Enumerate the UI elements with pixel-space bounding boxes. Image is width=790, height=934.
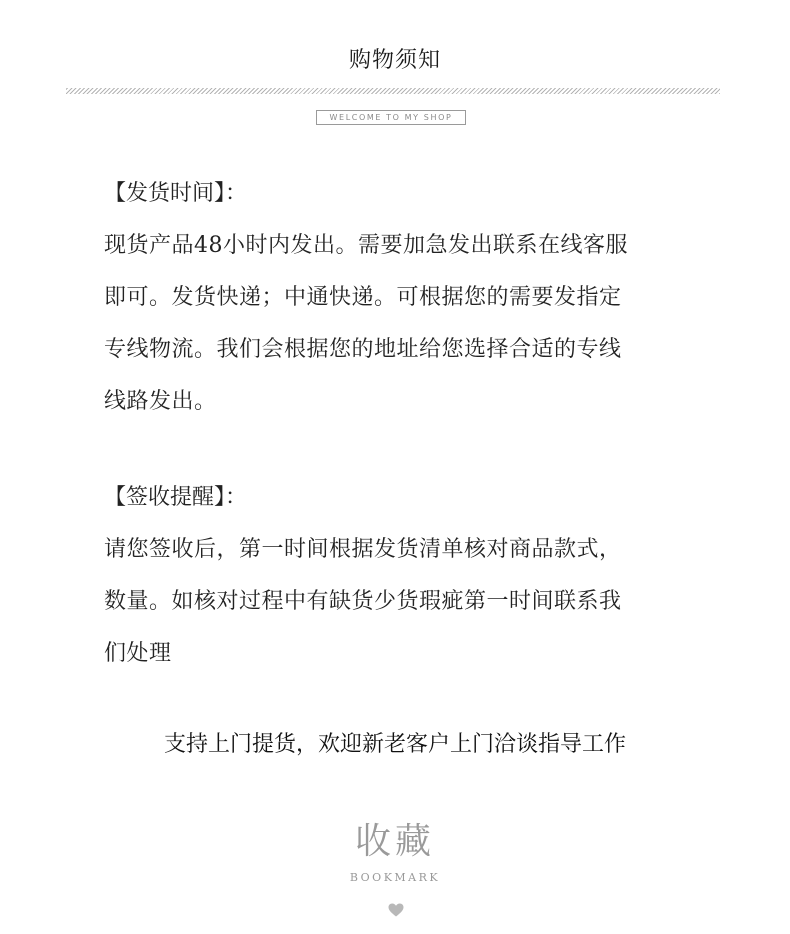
receipt-reminder-line: 数量。如核对过程中有缺货少货瑕疵第一时间联系我 <box>104 589 622 614</box>
shipping-time-body <box>104 220 704 428</box>
shipping-time-heading: 【发货时间】： <box>104 181 248 206</box>
receipt-reminder-heading: 【签收提醒】： <box>104 485 248 510</box>
shipping-time-line: 即可。发货快递；中通快递。可根据您的需要发指定 <box>104 285 622 310</box>
receipt-reminder-body <box>104 524 704 680</box>
page-title: 购物须知 <box>348 48 441 73</box>
shipping-time-line: 专线物流。我们会根据您的地址给您选择合适的专线 <box>104 337 622 362</box>
shipping-time-line: 线路发出。 <box>104 389 217 414</box>
support-notice: 支持上门提货，欢迎新老客户上门洽谈指导工作 <box>163 732 626 757</box>
bookmark-label-en[interactable]: BOOKMARK <box>349 871 441 884</box>
shipping-time-line: 现货产品48小时内发出。需要加急发出联系在线客服 <box>104 233 628 258</box>
bookmark-label-cn[interactable]: 收藏 <box>354 821 435 862</box>
receipt-reminder-line: 们处理 <box>104 641 172 666</box>
hatched-divider <box>66 88 720 94</box>
receipt-reminder-section <box>104 482 704 680</box>
welcome-tag: WELCOME TO MY SHOP <box>316 110 466 125</box>
receipt-reminder-line: 请您签收后，第一时间根据发货清单核对商品款式， <box>104 537 622 562</box>
shipping-time-section <box>104 178 704 428</box>
heart-icon[interactable] <box>388 903 404 917</box>
